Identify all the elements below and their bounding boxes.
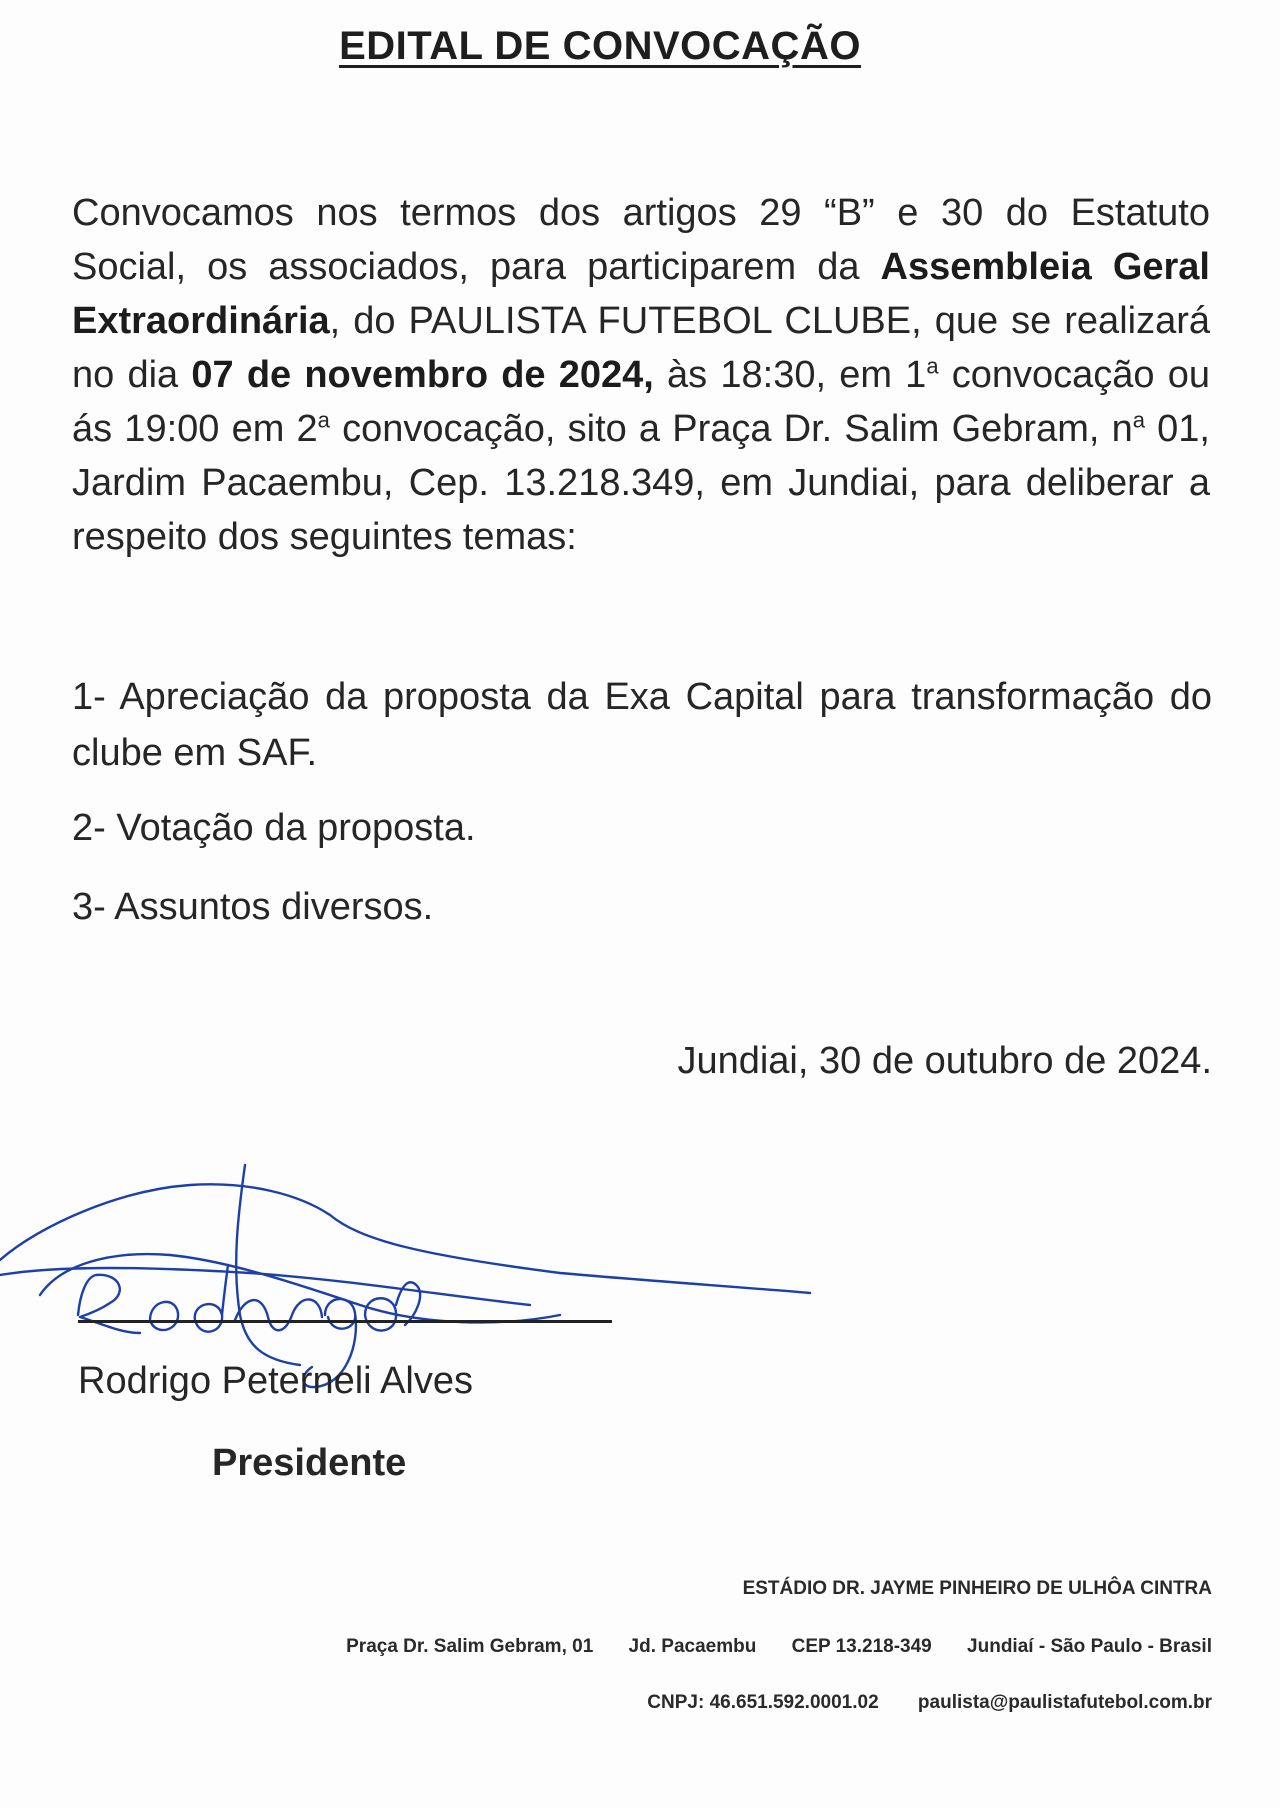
agenda-item: 2- Votação da proposta. (72, 807, 476, 849)
footer-email: paulista@paulistafutebol.com.br (917, 1692, 1212, 1713)
handwritten-signature (0, 1155, 820, 1395)
convocation-paragraph: Convocamos nos termos dos artigos 29 “B” e 30 do Estatuto Social, os associados, para participarem da Assembleia Geral Extraordinária, do PAULISTA FUTEBOL CLUBE, que se realizará no dia 07 de novembro de 2024, às 18:30, em 1$^a$ convocação ou ás 19:00 em 2$^a$ convocação, sito a Praça Dr. Salim Gebram, $n^a$ 01, Jardim Pacaembu, Cep. 13.218.349, em Jundiai, para deliberar a respeito dos seguintes temas: (72, 192, 1211, 558)
footer-address: Praça Dr. Salim Gebram, 01 Jd. Pacaembu CEP 13.218-349 Jundiaí - São Paulo - Brasil (346, 1636, 1212, 1657)
signer-name: Rodrigo Peterneli Alves (78, 1360, 473, 1402)
agenda-item: 3- Assuntos diversos. (72, 886, 434, 928)
assembly-date: 07 de novembro de 2024, (191, 354, 654, 396)
agenda-item: 1- Apreciação da proposta da Exa Capital para transformação do clube em SAF. (72, 676, 1212, 774)
footer-contact (647, 1692, 1212, 1714)
footer-cnpj: CNPJ: 46.651.592.0001.02 (647, 1692, 879, 1713)
signature-line (78, 1320, 612, 1323)
document-title: EDITAL DE CONVOCAÇÃO (339, 24, 861, 68)
footer-stadium: ESTÁDIO DR. JAYME PINHEIRO DE ULHÔA CINTRA (742, 1578, 1212, 1599)
place-date: Jundiai, 30 de outubro de 2024. (677, 1040, 1212, 1082)
assembly-type: Assembleia Geral Extraordinária (72, 246, 1210, 342)
signer-role: Presidente (212, 1442, 407, 1484)
